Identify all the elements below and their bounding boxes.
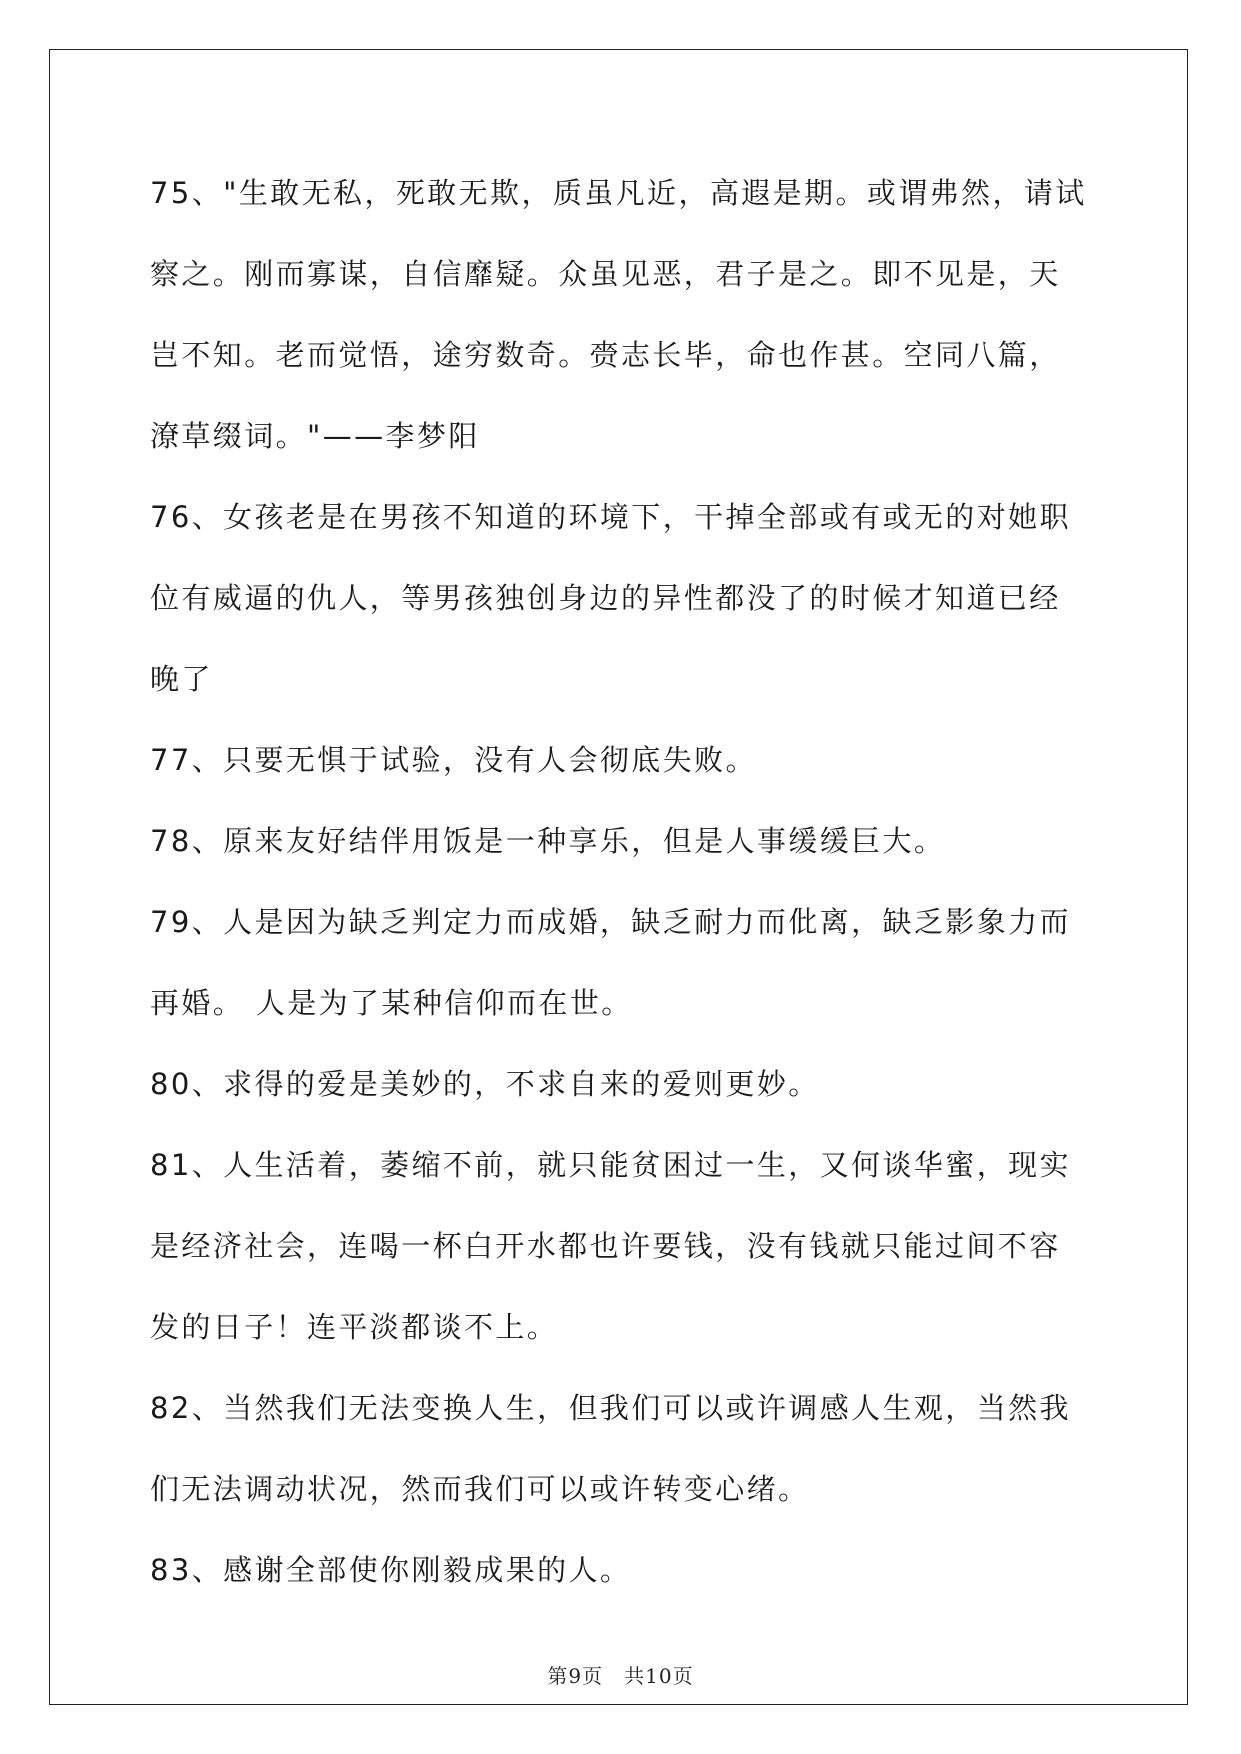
paragraph-82: 82、当然我们无法变换人生，但我们可以或许调感人生观，当然我们无法调动状况，然而我们可以或许转变心绪。 xyxy=(150,1391,1071,1506)
paragraph-78: 78、原来友好结伴用饭是一种享乐，但是人事缓缓巨大。 xyxy=(150,824,946,858)
document-body xyxy=(150,153,1090,1611)
paragraph-81: 81、人生活着，萎缩不前，就只能贫困过一生，又何谈华蜜，现实是经济社会，连喝一杯白开水都也许要钱，没有钱就只能过间不容发的日子！连平淡都谈不上。 xyxy=(150,1148,1071,1344)
paragraph-79: 79、人是因为缺乏判定力而成婚，缺乏耐力而仳离，缺乏影象力而再婚。 人是为了某种信仰而在世。 xyxy=(150,905,1071,1020)
paragraph-75: 75、"生敢无私，死敢无欺，质虽凡近，高遐是期。或谓弗然，请试察之。刚而寡谋，自信靡疑。众虽见恶，君子是之。即不见是，天岂不知。老而觉悟，途穷数奇。赍志长毕，命也作甚。空同八篇，潦草缀词。"——李梦阳 xyxy=(150,176,1087,453)
paragraph-83: 83、感谢全部使你刚毅成果的人。 xyxy=(150,1553,632,1587)
paragraph-80: 80、求得的爱是美妙的，不求自来的爱则更妙。 xyxy=(150,1067,820,1101)
page-footer: 第9页 共10页 xyxy=(547,1664,694,1688)
paragraph-76: 76、女孩老是在男孩不知道的环境下，干掉全部或有或无的对她职位有威逼的仇人，等男孩独创身边的异性都没了的时候才知道已经晚了 xyxy=(150,500,1071,696)
paragraph-77: 77、只要无惧于试验，没有人会彻底失败。 xyxy=(150,743,757,777)
